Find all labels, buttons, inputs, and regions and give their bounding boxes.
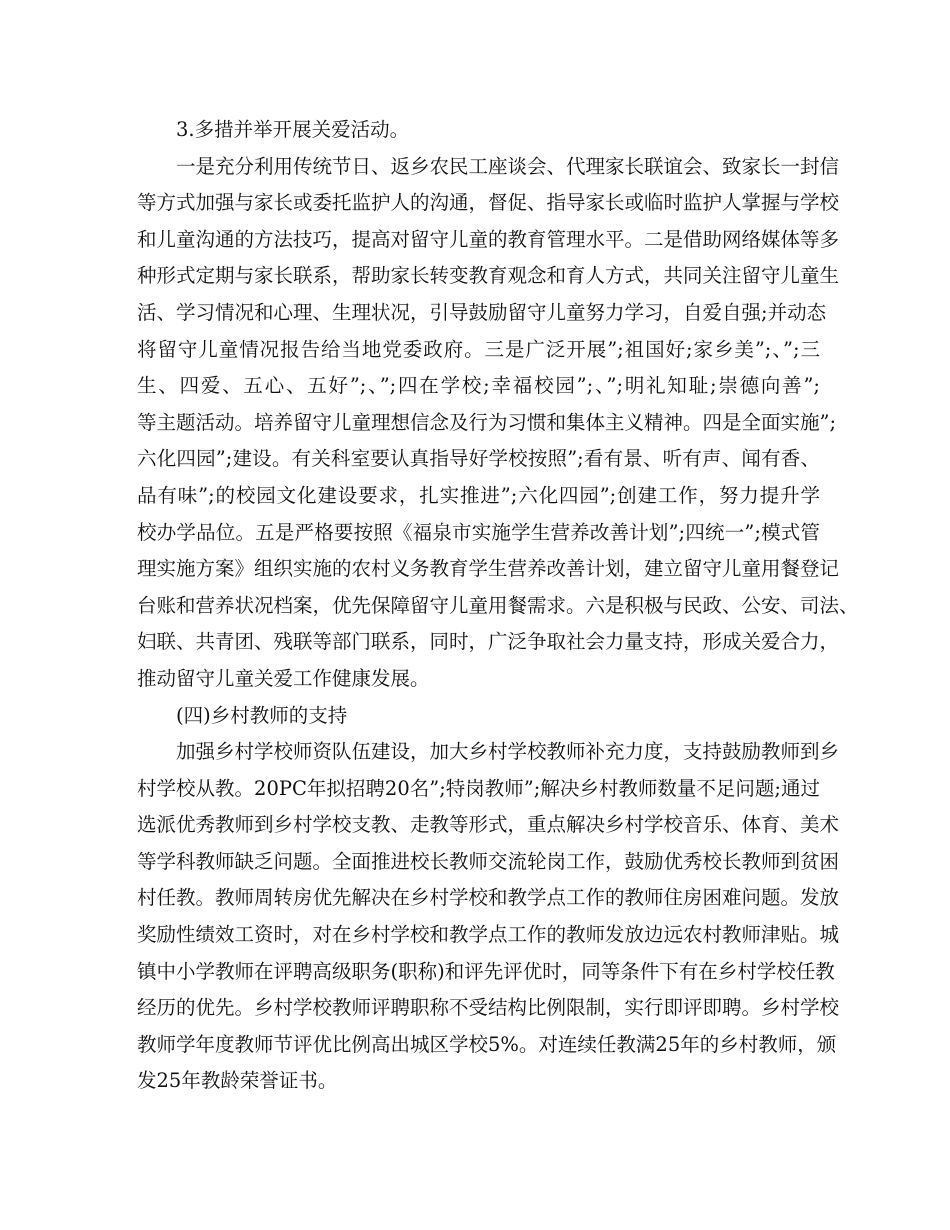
paragraph-line: 生、四爱、五心、五好”;、”;四在学校;幸福校园”;、”;明礼知耻;崇德向善”; <box>137 374 820 398</box>
paragraph-line: 一是充分利用传统节日、返乡农民工座谈会、代理家长联谊会、致家长一封信 <box>176 154 840 178</box>
paragraph-line: 镇中小学教师在评聘高级职务(职称)和评先评优时，同等条件下有在乡村学校任教 <box>137 959 835 983</box>
paragraph-line: 将留守儿童情况报告给当地党委政府。三是广泛开展”;祖国好;家乡美”;、”;三 <box>137 337 820 361</box>
paragraph-line: 和儿童沟通的方法技巧，提高对留守儿童的教育管理水平。二是借助网络媒体等多 <box>137 227 840 251</box>
paragraph-line: 种形式定期与家长联系，帮助家长转变教育观念和育人方式，共同关注留守儿童生 <box>137 264 840 288</box>
paragraph-line: 推动留守儿童关爱工作健康发展。 <box>137 666 430 690</box>
paragraph-line: 活、学习情况和心理、生理状况，引导鼓励留守儿童努力学习，自爱自强;并动态 <box>137 300 827 324</box>
paragraph-line: 经历的优先。乡村学校教师评聘职称不受结构比例限制，实行即评即聘。乡村学校 <box>137 996 840 1020</box>
paragraph-care-activities <box>137 149 859 698</box>
paragraph-line: 村学校从教。20PC年拟招聘20名”;特岗教师”;解决乡村教师数量不足问题;通过 <box>137 776 820 800</box>
paragraph-line: 妇联、共青团、残联等部门联系，同时，广泛争取社会力量支持，形成关爱合力， <box>137 630 840 654</box>
section-heading-rural-teacher-support: (四)乡村教师的支持 <box>176 703 348 727</box>
paragraph-line: 加强乡村学校师资队伍建设，加大乡村学校教师补充力度，支持鼓励教师到乡 <box>176 740 840 764</box>
document-body <box>137 112 859 1100</box>
paragraph-line: 等主题活动。培养留守儿童理想信念及行为习惯和集体主义精神。四是全面实施”; <box>137 410 837 434</box>
paragraph-line: 教师学年度教师节评优比例高出城区学校5%。对连续任教满25年的乡村教师，颁 <box>137 1032 837 1056</box>
paragraph-line: 六化四园”;建设。有关科室要认真指导好学校按照”;看有景、听有声、闻有香、 <box>137 447 820 471</box>
paragraph-line: 等方式加强与家长或委托监护人的沟通，督促、指导家长或临时监护人掌握与学校 <box>137 191 840 215</box>
paragraph-line: 发25年教龄荣誉证书。 <box>137 1069 338 1093</box>
paragraph-line: 理实施方案》组织实施的农村义务教育学生营养改善计划，建立留守儿童用餐登记 <box>137 557 840 581</box>
paragraph-line: 选派优秀教师到乡村学校支教、走教等形式，重点解决乡村学校音乐、体育、美术 <box>137 813 840 837</box>
paragraph-line: 台账和营养状况档案，优先保障留守儿童用餐需求。六是积极与民政、公安、司法、 <box>137 593 859 617</box>
paragraph-line: 村任教。教师周转房优先解决在乡村学校和教学点工作的教师住房困难问题。发放 <box>137 886 840 910</box>
paragraph-line: 校办学品位。五是严格要按照《福泉市实施学生营养改善计划”;四统一”;模式管 <box>137 520 820 544</box>
paragraph-line: 品有味”;的校园文化建设要求，扎实推进”;六化四园”;创建工作，努力提升学 <box>137 483 820 507</box>
section-heading-care-activities: 3.多措并举开展关爱活动。 <box>176 118 410 141</box>
paragraph-line: 等学科教师缺乏问题。全面推进校长教师交流轮岗工作，鼓励优秀校长教师到贫困 <box>137 849 840 873</box>
paragraph-line: 奖励性绩效工资时，对在乡村学校和教学点工作的教师发放边远农村教师津贴。城 <box>137 923 840 947</box>
paragraph-rural-teacher-support <box>137 734 840 1100</box>
